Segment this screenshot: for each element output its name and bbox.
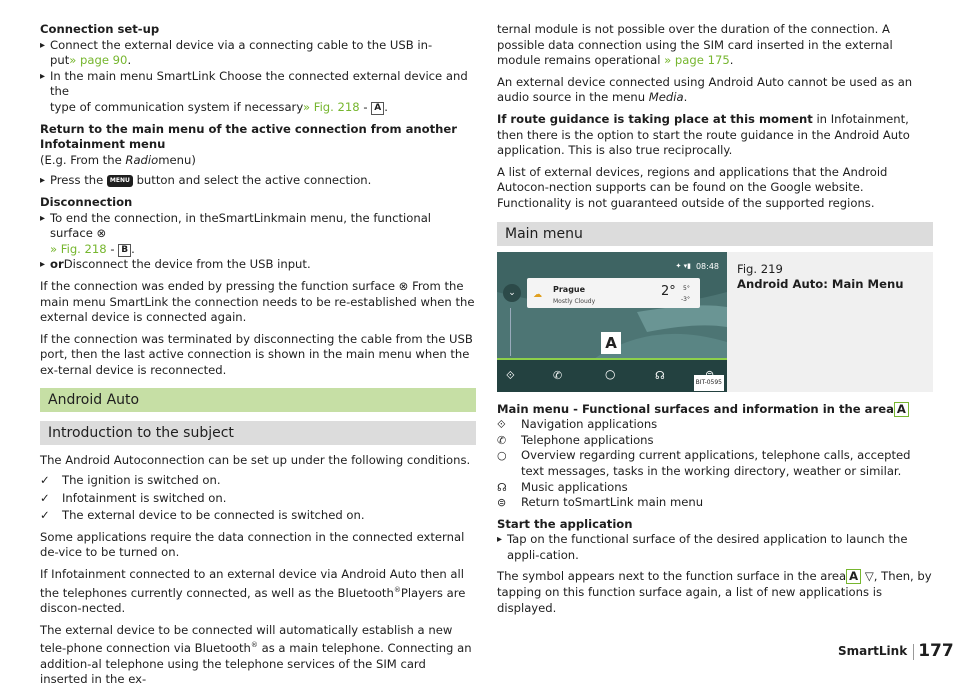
area-a-label-2: A: [846, 569, 861, 584]
chevron-down-icon: ▽: [864, 569, 874, 584]
para-connection-ended: If the connection was ended by pressing the function surface ⊗ From the main menu SmartLink the connection needs to be re-established when the external device is connected again.: [40, 278, 475, 325]
area-b-box: B: [118, 244, 131, 257]
para-route-guidance: If route guidance is taking place at this moment in Infotainment, then there is the option to start the route guidance in the Android Auto application. This is also true reciprocally.: [497, 111, 910, 158]
figure-219: [497, 252, 933, 392]
list-item: ☊ Music applications: [497, 479, 628, 494]
para-media-source: An external device connected using Android Auto cannot be used as an audio source in the menu Media.: [497, 74, 913, 105]
return-icon: ⊜: [497, 496, 507, 510]
headphones-icon[interactable]: ☊: [655, 368, 665, 382]
para-data-connection: Some applications require the data connection in the connected external de-vice to be turned on.: [40, 529, 465, 560]
page-footer: [838, 641, 954, 661]
weather-icon: ☁: [533, 289, 542, 300]
area-a-label: A: [894, 402, 909, 417]
para-supported-list: A list of external devices, regions and applications that the Android Autocon-nection supports can be found on the Google website. Functionality is not guaranteed outside of the supported regions.: [497, 164, 888, 210]
nav-bar: [497, 360, 727, 392]
area-a-box: A: [371, 102, 384, 115]
section-main-menu: Main menu: [497, 222, 933, 246]
link-page-90[interactable]: » page 90: [69, 53, 128, 68]
figure-code: BIT-0595: [694, 375, 724, 391]
phone-icon[interactable]: ✆: [553, 368, 563, 382]
figure-number: Fig. 219: [737, 261, 783, 276]
function-list: [497, 417, 933, 511]
list-item: ✆ Telephone applications: [497, 432, 654, 447]
section-introduction: Introduction to the subject: [40, 421, 476, 445]
page-number: 177: [913, 644, 954, 660]
link-fig-218[interactable]: » Fig. 218: [302, 99, 360, 114]
para-symbol: The symbol appears next to the function surface in the area A ▽, Then, by tapping on this function surface again, a list of new applications is displayed.: [497, 569, 932, 615]
menu-key-icon: MENU: [107, 175, 133, 187]
disconnection-heading: Disconnection: [40, 194, 133, 209]
start-heading: Start the application: [497, 516, 633, 531]
link-page-175[interactable]: » page 175: [664, 53, 730, 68]
weather-temp: 2°: [661, 283, 676, 299]
para-bluetooth-phone: The external device to be connected will automatically establish a new tele-phone connection via Bluetooth® as a main telephone. Connecting an addition-al telephone using the telephone services of the SIM card inserted in the ex-: [40, 622, 472, 687]
step-tap-surface: ▸ Tap on the functional surface of the desired application to launch the appli-cation.: [497, 532, 933, 563]
headphones-icon: ☊: [497, 480, 507, 494]
return-heading: Return to the main menu of the active connection from another Infotainment menu: [40, 121, 458, 152]
para-external-module: ternal module is not possible over the duration of the connection. A possible data connection using the SIM card inserted in the external module remains operational » page 175.: [497, 22, 893, 68]
weather-high: 5°: [683, 284, 690, 292]
home-circle-icon[interactable]: ○: [605, 366, 616, 381]
status-icons: ✦ ▾▮: [675, 261, 691, 270]
step-choose-device: ▸ In the main menu SmartLink Choose the connected external device and the type of communication system if necessary» Fig. 218 - A .: [40, 69, 476, 116]
condition-ignition: ✓ The ignition is switched on.: [40, 473, 476, 489]
para-conditions-intro: The Android Autoconnection can be set up under the following conditions.: [40, 453, 471, 468]
footer-section: SmartLink: [838, 644, 908, 658]
right-column: [497, 22, 933, 622]
step-press-menu: ▸ Press the MENU button and select the active connection.: [40, 173, 476, 189]
collapse-icon[interactable]: ⌄: [503, 284, 521, 302]
condition-infotainment: ✓ Infotainment is switched on.: [40, 491, 476, 507]
list-item: ⟐ Navigation applications: [497, 417, 658, 432]
navigation-icon: ⟐: [497, 418, 506, 432]
section-android-auto: Android Auto: [40, 388, 476, 412]
figure-caption: [727, 252, 913, 392]
left-column: [40, 22, 476, 694]
weather-desc: Mostly Cloudy: [553, 297, 596, 305]
step-disconnect-usb: ▸ orDisconnect the device from the USB input.: [40, 257, 476, 273]
figure-title: Android Auto: Main Menu: [737, 277, 904, 292]
screen-clock: 08:48: [695, 261, 719, 271]
para-telephones-disconnected: If Infotainment connected to an external device via Android Auto then all the telephones currently connected, as well as the Bluetooth®Players are discon-nected.: [40, 567, 466, 616]
step-end-connection: ▸ To end the connection, in theSmartLinkmain menu, the functional surface ⊗ » Fig. 218 - B .: [40, 211, 476, 258]
step-connect-usb: ▸ Connect the external device via a connecting cable to the USB in- put» page 90.: [40, 38, 476, 69]
phone-icon: ✆: [497, 433, 507, 447]
condition-device: ✓ The external device to be connected is switched on.: [40, 508, 476, 524]
home-circle-icon: ○: [497, 449, 507, 463]
connection-setup-heading: Connection set-up: [40, 22, 160, 36]
list-item: ○ Overview regarding current applications, telephone calls, accepted text messages, tasks in the working directory, weather or similar.: [497, 448, 911, 478]
android-auto-screen: [497, 252, 727, 392]
scroll-track: [510, 308, 511, 356]
link-fig-218-b[interactable]: » Fig. 218: [50, 241, 107, 256]
weather-city: Prague: [553, 284, 586, 294]
list-item: ⊜ Return toSmartLink main menu: [497, 495, 704, 510]
return-example: (E.g. From the Radiomenu): [40, 152, 196, 167]
navigation-icon[interactable]: ⟐: [506, 368, 515, 382]
weather-low: -3°: [681, 295, 690, 303]
weather-card[interactable]: [527, 278, 700, 308]
callout-a: A: [601, 332, 621, 354]
list-heading: Main menu - Functional surfaces and information in the area A: [497, 402, 933, 418]
para-connection-terminated: If the connection was terminated by disconnecting the cable from the USB port, then the last active connection is shown in the main menu when the ex-ternal device is reconnected.: [40, 331, 473, 377]
